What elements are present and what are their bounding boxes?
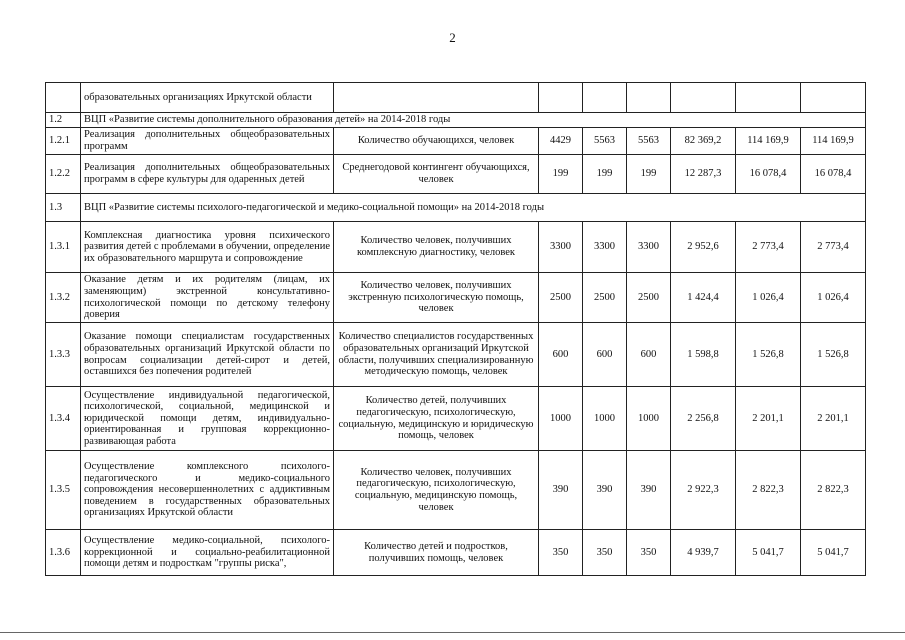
- row-number: 1.3.5: [46, 451, 81, 530]
- table-row: [46, 222, 866, 273]
- value-cell: 12 287,3: [671, 155, 736, 194]
- indicator: Количество специалистов государственных образовательных организаций Иркутской области, получивших специализированную методическую помощь, человек: [334, 323, 539, 387]
- row-number: [46, 83, 81, 113]
- value-cell: 2 201,1: [736, 387, 801, 451]
- value-cell: 5563: [627, 128, 671, 155]
- row-number: 1.3.1: [46, 222, 81, 273]
- value-cell: 390: [627, 451, 671, 530]
- value-cell: 5 041,7: [736, 530, 801, 576]
- value-cell: 1 526,8: [736, 323, 801, 387]
- activity-name: Оказание помощи специалистам государственных образовательных организаций Иркутской области по вопросам социализации детей-сирот и детей, оставшихся без попечения родителей: [81, 323, 334, 387]
- value-cell: 600: [583, 323, 627, 387]
- value-cell: 3300: [539, 222, 583, 273]
- value-cell: 1000: [583, 387, 627, 451]
- value-cell: 2 773,4: [801, 222, 866, 273]
- row-number: 1.3.3: [46, 323, 81, 387]
- row-number: 1.3.2: [46, 273, 81, 323]
- indicator: Количество человек, получивших комплексную диагностику, человек: [334, 222, 539, 273]
- value-cell: 350: [539, 530, 583, 576]
- value-cell: [539, 83, 583, 113]
- activity-name: Комплексная диагностика уровня психического развития детей с проблемами в обучении, определение их образовательного маршрута и сопровождение: [81, 222, 334, 273]
- value-cell: 4429: [539, 128, 583, 155]
- value-cell: 114 169,9: [801, 128, 866, 155]
- row-number: 1.2.2: [46, 155, 81, 194]
- value-cell: 16 078,4: [736, 155, 801, 194]
- value-cell: 3300: [583, 222, 627, 273]
- value-cell: 1 526,8: [801, 323, 866, 387]
- value-cell: 600: [627, 323, 671, 387]
- row-number: 1.2.1: [46, 128, 81, 155]
- activity-name: образовательных организациях Иркутской области: [81, 83, 334, 113]
- value-cell: 199: [539, 155, 583, 194]
- activity-name: Реализация дополнительных общеобразовательных программ в сфере культуры для одаренных детей: [81, 155, 334, 194]
- table-row: [46, 128, 866, 155]
- value-cell: [671, 83, 736, 113]
- indicator: Количество обучающихся, человек: [334, 128, 539, 155]
- indicator: Количество детей и подростков, получивших помощь, человек: [334, 530, 539, 576]
- value-cell: 1000: [539, 387, 583, 451]
- indicator: Количество человек, получивших экстренную психологическую помощь, человек: [334, 273, 539, 323]
- value-cell: 2 822,3: [736, 451, 801, 530]
- value-cell: 2500: [539, 273, 583, 323]
- activity-name: Осуществление медико-социальной, психолого-коррекционной и социально-реабилитационной помощи детям и подросткам "группы риска",: [81, 530, 334, 576]
- value-cell: 390: [583, 451, 627, 530]
- table-row: [46, 155, 866, 194]
- row-number: 1.3.4: [46, 387, 81, 451]
- value-cell: 1 424,4: [671, 273, 736, 323]
- value-cell: 2 201,1: [801, 387, 866, 451]
- table-row: [46, 83, 866, 113]
- page-number: 2: [449, 30, 456, 45]
- activity-name: Оказание детям и их родителям (лицам, их заменяющим) экстренной консультативно-психологической помощи по детскому телефону доверия: [81, 273, 334, 323]
- section-title: ВЦП «Развитие системы психолого-педагогической и медико-социальной помощи» на 2014-2018 годы: [81, 194, 866, 222]
- value-cell: 3300: [627, 222, 671, 273]
- indicator: [334, 83, 539, 113]
- activity-name: Осуществление комплексного психолого-педагогического и медико-социального сопровождения несовершеннолетних с аддиктивным поведением в государственных образовательных организациях Иркутской области: [81, 451, 334, 530]
- indicator: Количество детей, получивших педагогическую, психологическую, социальную, медицинскую и юридическую помощь, человек: [334, 387, 539, 451]
- indicator: Количество человек, получивших педагогическую, психологическую, социальную, медицинскую помощь, человек: [334, 451, 539, 530]
- value-cell: 16 078,4: [801, 155, 866, 194]
- value-cell: 350: [583, 530, 627, 576]
- program-table: [45, 82, 866, 576]
- value-cell: [801, 83, 866, 113]
- table-row: [46, 530, 866, 576]
- value-cell: 350: [627, 530, 671, 576]
- value-cell: 2 822,3: [801, 451, 866, 530]
- value-cell: 600: [539, 323, 583, 387]
- row-number: 1.3.6: [46, 530, 81, 576]
- section-title: ВЦП «Развитие системы дополнительного образования детей» на 2014-2018 годы: [81, 113, 866, 128]
- value-cell: 4 939,7: [671, 530, 736, 576]
- indicator: Среднегодовой контингент обучающихся, человек: [334, 155, 539, 194]
- value-cell: [583, 83, 627, 113]
- value-cell: [736, 83, 801, 113]
- activity-name: Реализация дополнительных общеобразовательных программ: [81, 128, 334, 155]
- section-row: [46, 113, 866, 128]
- value-cell: 2500: [583, 273, 627, 323]
- section-row: [46, 194, 866, 222]
- value-cell: 1000: [627, 387, 671, 451]
- value-cell: 82 369,2: [671, 128, 736, 155]
- value-cell: 2 773,4: [736, 222, 801, 273]
- table-row: [46, 273, 866, 323]
- value-cell: 390: [539, 451, 583, 530]
- value-cell: 199: [583, 155, 627, 194]
- value-cell: 1 026,4: [736, 273, 801, 323]
- table-body: [46, 83, 866, 576]
- page-edge-divider: [0, 632, 905, 633]
- value-cell: [627, 83, 671, 113]
- value-cell: 114 169,9: [736, 128, 801, 155]
- value-cell: 1 598,8: [671, 323, 736, 387]
- value-cell: 5563: [583, 128, 627, 155]
- value-cell: 199: [627, 155, 671, 194]
- value-cell: 2 922,3: [671, 451, 736, 530]
- value-cell: 5 041,7: [801, 530, 866, 576]
- value-cell: 2500: [627, 273, 671, 323]
- activity-name: Осуществление индивидуальной педагогической, психологической, социальной, медицинской и юридической помощи детям, индивидуально-ориентированная и групповая коррекционно-развивающая работа: [81, 387, 334, 451]
- table-row: [46, 451, 866, 530]
- section-number: 1.2: [46, 113, 81, 128]
- value-cell: 2 256,8: [671, 387, 736, 451]
- table-row: [46, 323, 866, 387]
- section-number: 1.3: [46, 194, 81, 222]
- table-row: [46, 387, 866, 451]
- value-cell: 1 026,4: [801, 273, 866, 323]
- value-cell: 2 952,6: [671, 222, 736, 273]
